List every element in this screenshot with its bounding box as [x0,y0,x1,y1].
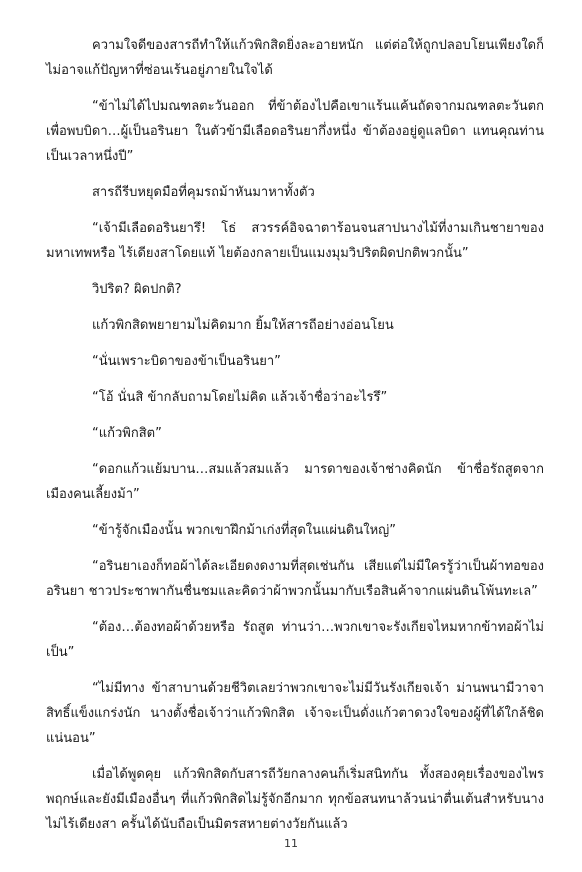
paragraph: “แก้วพิกสิต” [92,426,162,441]
paragraph: “ดอกแก้วแย้มบาน…สมแล้วสมแล้ว มารดาของเจ้าช่างคิดนัก ข้าชื่อรัถสูตจากเมืองคนเลี้ยงม้า” [46,462,544,502]
paragraph: “นั่นเพราะบิดาของข้าเป็นอรินยา” [92,354,281,369]
paragraph: “ข้ารู้จักเมืองนั้น พวกเขาฝึกม้าเก่งที่สุดในแผ่นดินใหญ่” [92,523,396,538]
paragraph: “โอ้ นั่นสิ ข้ากลับถามโดยไม่คิด แล้วเจ้าชื่อว่าอะไรรึ” [92,390,388,405]
text-body [46,33,544,848]
paragraph: “ไม่มีทาง ข้าสาบานด้วยชีวิตเลยว่าพวกเขาจะไม่มีวันรังเกียจเจ้า ม่านพนามีวาจาสิทธิ์แข็งแกร่งนัก นางตั้งชื่อเจ้าว่าแก้วพิกสิต เจ้าจะเป็นดั่งแก้วตาดวงใจของผู้ที่ได้ใกล้ชิดแน่นอน” [46,681,544,746]
paragraph: ความใจดีของสารถีทำให้แก้วพิกสิดยิ่งละอายหนัก แต่ต่อให้ถูกปลอบโยนเพียงใดก็ไม่อาจแก้ปัญหาที่ซ่อนเร้นอยู่ภายในใจได้ [46,38,544,78]
paragraph: “ข้าไม่ได้ไปมณฑลตะวันออก ที่ข้าต้องไปคือเขาแร้นแค้นถัดจากมณฑลตะวันตก เพื่อพบบิดา…ผู้เป็นอรินยา ในตัวข้ามีเลือดอรินยากึ่งหนึ่ง ข้าต้องอยู่ดูแลบิดา แทนคุณท่านเป็นเวลาหนึ่งปี” [46,99,544,164]
paragraph: “อรินยาเองก็ทอผ้าได้ละเอียดงดงามที่สุดเช่นกัน เสียแต่ไม่มีใครรู้ว่าเป็นผ้าทอของอรินยา ชาวประชาพากันชื่นชมและคิดว่าผ้าพวกนั้นมากับเรือสินค้าจากแผ่นดินโพ้นทะเล” [46,559,544,599]
paragraph: เมื่อได้พูดคุย แก้วพิกสิดกับสารถีวัยกลางคนก็เริ่มสนิทกัน ทั้งสองคุยเรื่องของไพรพฤกษ์และยังมีเมืองอื่นๆ ที่แก้วพิกสิดไม่รู้จักอีกมาก ทุกข้อสนทนาล้วนน่าตื่นเต้นสำหรับนางไม่ไร้เดียงสา ครั้นได้นับถือเป็นมิตรสหายต่างวัยกันแล้ว [46,767,544,832]
paragraph: “ต้อง…ต้องทอผ้าด้วยหรือ รัถสูต ท่านว่า…พวกเขาจะรังเกียจไหมหากข้าทอผ้าไม่เป็น” [46,620,544,660]
page-number: 11 [284,837,298,850]
paragraph: แก้วพิกสิดพยายามไม่คิดมาก ยิ้มให้สารถีอย่างอ่อนโยน [92,318,394,333]
paragraph: สารถีรีบหยุดมือที่คุมรถม้าหันมาหาทั้งตัว [92,185,315,200]
paragraph: วิปริต? ผิดปกติ? [92,282,182,297]
paragraph: “เจ้ามีเลือดอรินยารึ! โธ่ สวรรค์อิจฉาตาร้อนจนสาปนางไม้ที่งามเกินชายาของมหาเทพหรือ ไร้เดียงสาโดยแท้ ไยต้องกลายเป็นแมงมุมวิปริตผิดปกติพวกนั้น” [46,221,544,261]
